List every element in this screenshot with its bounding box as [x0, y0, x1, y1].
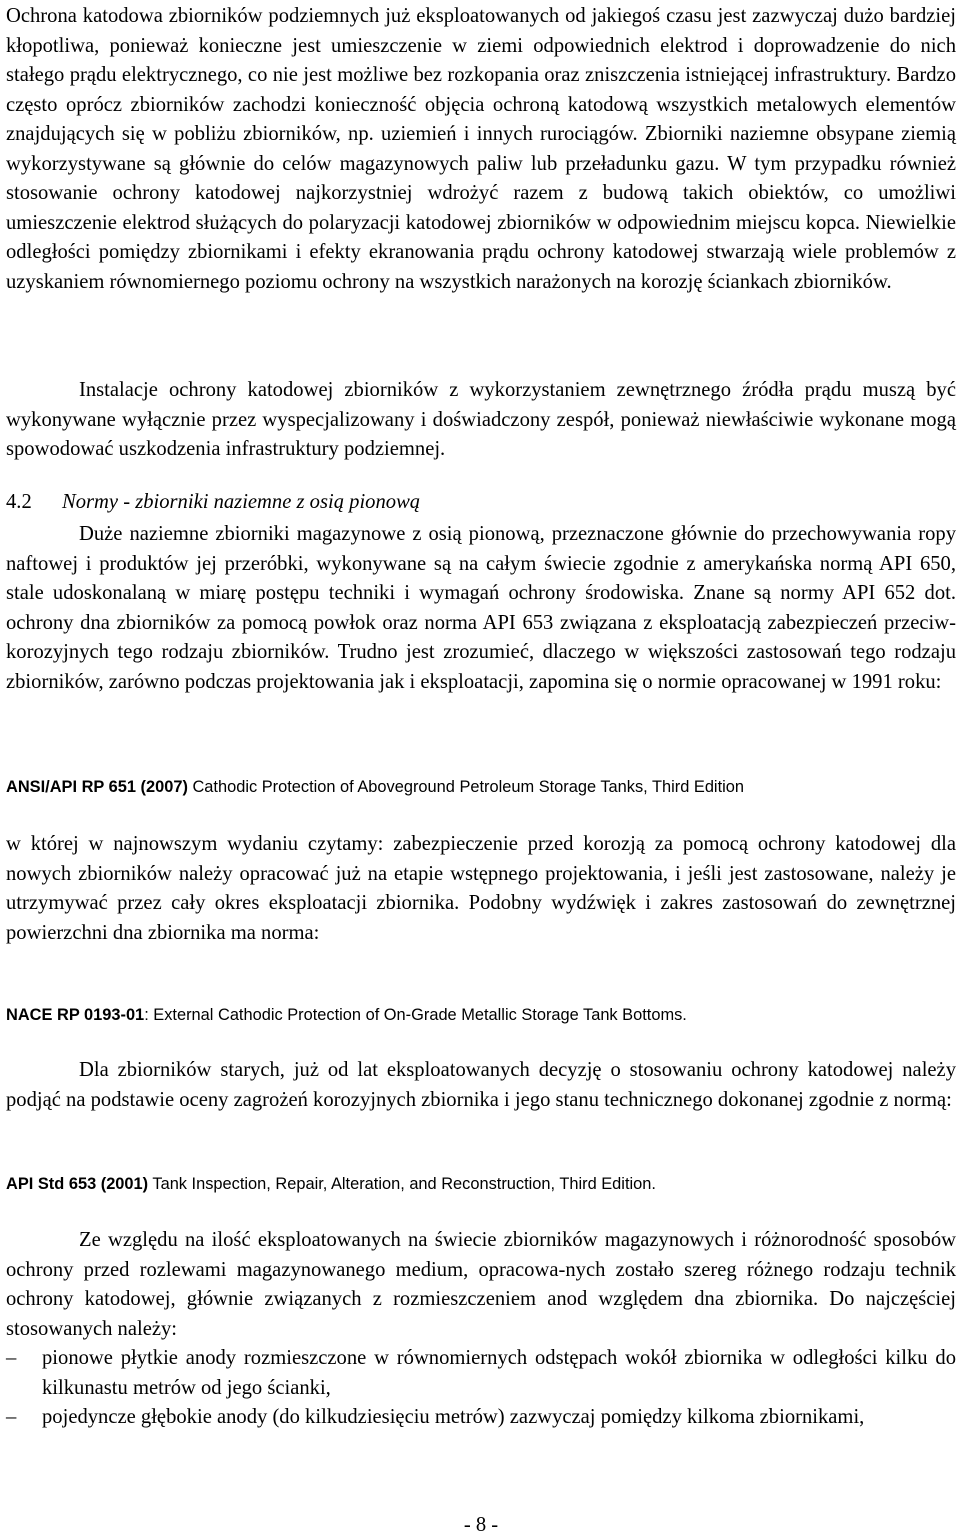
- paragraph-installation: Instalacje ochrony katodowej zbiorników z wykorzystaniem zewnętrznego źródła prądu muszą być wykonywane wyłącznie przez wyspecjalizowany i doświadczony zespół, ponieważ niewłaściwie wykonane mogą spowodować uszkodzenia infrastruktury podziemnej.: [6, 379, 956, 460]
- list-item: [6, 1403, 956, 1433]
- paragraph-anode-techniques: Ze względu na ilość eksploatowanych na świecie zbiorników magazynowych i różnorodność sposobów ochrony przed rozlewami magazynowanego medium, opracowa-nych zostało szereg różnego rodzaju technik ochrony katodowej, głównie związanych z rozmieszczeniem anod względem dna zbiornika. Do najczęściej stosowanych należy:: [6, 1229, 956, 1340]
- list-item-text: pionowe płytkie anody rozmieszczone w równomiernych odstępach wokół zbiornika w odległości kilku do kilkunastu metrów od jego ścianki,: [42, 1347, 956, 1399]
- section-heading: [6, 488, 956, 518]
- list-item-text: pojedyncze głębokie anody (do kilkudziesięciu metrów) zazwyczaj pomiędzy kilkoma zbiornikami,: [42, 1406, 865, 1428]
- paragraph-quote: w której w najnowszym wydaniu czytamy: zabezpieczenie przed korozją za pomocą ochrony katodowej dla nowych zbiorników należy opracować już na etapie wstępnego projektowania, i jeśli jest zastosowane, należy je utrzymywać przez cały okres eksploatacji zbiornika. Podobny wydźwięk i zakres zastosowań do zewnętrznej powierzchni dna zbiornika ma norma:: [6, 833, 956, 944]
- standard-api-rp-651: [6, 776, 956, 798]
- list-item: [6, 1344, 956, 1403]
- anode-technique-list: [6, 1344, 956, 1433]
- standard-nace-rp-0193: [6, 1004, 956, 1026]
- standard-api-std-653: [6, 1173, 956, 1195]
- document-page: [6, 0, 956, 1537]
- section-number: 4.2: [6, 491, 32, 513]
- paragraph-underground-tanks: Ochrona katodowa zbiorników podziemnych już eksploatowanych od jakiegoś czasu jest zazwyczaj dużo bardziej kłopotliwa, ponieważ konieczne jest umieszczenie w ziemi odpowiednich elektrod i doprowadzenie do nich stałego prądu elektrycznego, co nie jest możliwe bez rozkopania oraz zniszczenia istniejącej infrastruktury. Bardzo często oprócz zbiorników zachodzi konieczność objęcia ochroną katodową wszystkich metalowych elementów znajdujących się w pobliżu zbiorników, np. uziemień i innych rurociągów. Zbiorniki naziemne obsypane ziemią wykorzystywane są głównie do celów magazynowych paliw lub przeładunku gazu. W tym przypadku również stosowanie ochrony katodowej najkorzystniej wdrożyć razem z budową takich obiektów, co umożliwi umieszczenie elektrod służących do polaryzacji katodowej zbiorników w odpowiednim miejscu kopca. Niewielkie odległości pomiędzy zbiornikami i efekty ekranowania prądu ochrony katodowej stwarzają wiele problemów z uzyskaniem równomiernego poziomu ochrony na wszystkich narażonych na korozję ściankach zbiorników.: [6, 5, 956, 293]
- section-title: Normy - zbiorniki naziemne z osią pionową: [62, 491, 421, 513]
- standard-title: : External Cathodic Protection of On-Grade Metallic Storage Tank Bottoms.: [144, 1006, 687, 1024]
- list-bullet: –: [6, 1347, 17, 1369]
- list-bullet: –: [6, 1406, 17, 1428]
- standard-title: Tank Inspection, Repair, Alteration, and Reconstruction, Third Edition.: [148, 1175, 656, 1193]
- standard-code: NACE RP 0193-01: [6, 1006, 145, 1024]
- standard-title: Cathodic Protection of Aboveground Petroleum Storage Tanks, Third Edition: [187, 778, 745, 796]
- standard-code: API Std 653 (2001): [6, 1175, 149, 1193]
- standard-code: ANSI/API RP 651 (2007): [6, 778, 188, 796]
- paragraph-old-tanks: Dla zbiorników starych, już od lat eksploatowanych decyzję o stosowaniu ochrony katodowej należy podjąć na podstawie oceny zagrożeń korozyjnych zbiornika i jego stanu technicznego dokonanej zgodnie z normą:: [6, 1059, 956, 1111]
- paragraph-aboveground-tanks: Duże naziemne zbiorniki magazynowe z osią pionową, przeznaczone głównie do przechowywania ropy naftowej i produktów jej przeróbki, wykonywane są na całym świecie zgodnie z amerykańska normą API 650, stale udoskonalaną w miarę postępu techniki i wymagań ochrony środowiska. Znane są normy API 652 dot. ochrony dna zbiorników za pomocą powłok oraz norma API 653 związana z eksploatacją zabezpieczeń przeciw-korozyjnych tego rodzaju zbiorników. Trudno jest zrozumieć, dlaczego w większości zastosowań tego rodzaju zbiorników, zarówno podczas projektowania jak i eksploatacji, zapomina się o normie opracowanej w 1991 roku:: [6, 523, 956, 693]
- page-number: - 8 -: [463, 1514, 499, 1536]
